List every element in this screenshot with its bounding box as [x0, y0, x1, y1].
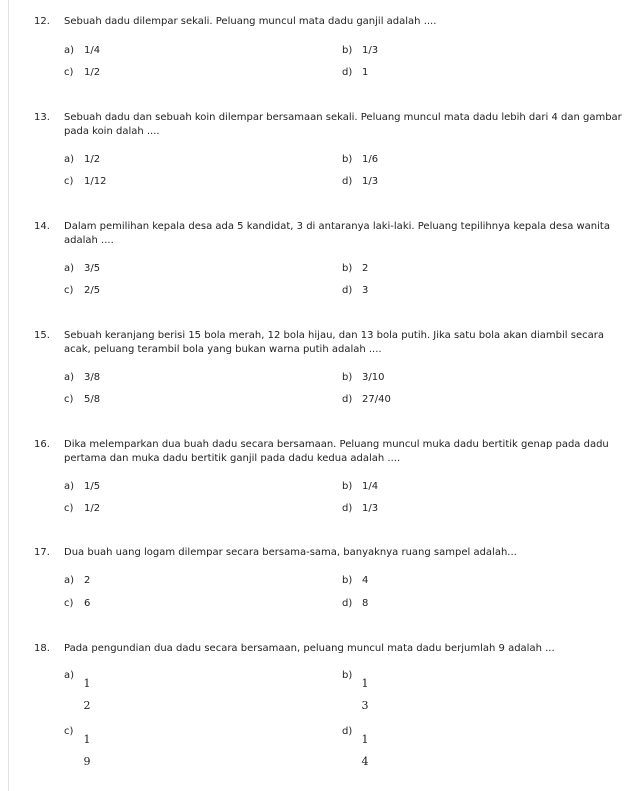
option-d[interactable]: [342, 597, 368, 611]
option-letter: b): [342, 154, 353, 165]
option-value: 1: [362, 67, 369, 78]
option-letter: a): [64, 45, 75, 56]
option-value: 3/8: [84, 372, 101, 383]
option-b[interactable]: [342, 574, 368, 588]
option-value: 1/5: [84, 481, 101, 492]
option-value: 2: [362, 263, 369, 274]
question-number: 12.: [34, 16, 50, 27]
fraction-denominator: 9: [83, 755, 91, 768]
option-value: 1/3: [362, 176, 379, 187]
option-letter: d): [342, 598, 353, 609]
question-text: Dalam pemilihan kepala desa ada 5 kandidat, 3 di antaranya laki-laki. Peluang tepilihnya kepala desa wanita adalah ....: [64, 221, 610, 246]
option-d[interactable]: [342, 284, 368, 298]
option-c[interactable]: [64, 502, 100, 516]
question-text: Sebuah dadu dilempar sekali. Peluang muncul mata dadu ganjil adalah ....: [64, 16, 437, 27]
option-value: 6: [84, 598, 91, 609]
option-value: 1/2: [84, 154, 101, 165]
option-value: 5/8: [84, 394, 101, 405]
option-d[interactable]: [342, 175, 378, 189]
option-value: 1/6: [362, 154, 379, 165]
option-letter: a): [64, 263, 75, 274]
option-letter: c): [64, 726, 74, 737]
question-number: 16.: [34, 439, 50, 450]
question-number: 18.: [34, 643, 50, 654]
option-a[interactable]: [64, 574, 90, 588]
option-letter: d): [342, 67, 353, 78]
option-letter: b): [342, 670, 353, 681]
option-a[interactable]: [64, 480, 100, 494]
option-c[interactable]: [64, 175, 106, 189]
option-a[interactable]: [64, 262, 100, 276]
option-value: 1/4: [84, 45, 101, 56]
option-letter: d): [342, 726, 353, 737]
option-letter: c): [64, 176, 74, 187]
option-c[interactable]: [64, 393, 100, 407]
option-d[interactable]: [342, 66, 368, 80]
option-value: 8: [362, 598, 369, 609]
option-value: 2/5: [84, 285, 101, 296]
left-margin-rule: [8, 0, 9, 791]
fraction: [360, 733, 370, 769]
option-b[interactable]: [342, 44, 378, 58]
option-value: 3/5: [84, 263, 101, 274]
fraction-denominator: 3: [361, 699, 369, 712]
fraction-numerator: 1: [83, 677, 91, 690]
option-value: 2: [84, 575, 91, 586]
question-text: Pada pengundian dua dadu secara bersamaan, peluang muncul mata dadu berjumlah 9 adalah ...: [64, 643, 555, 654]
fraction-numerator: 1: [83, 733, 91, 746]
option-letter: a): [64, 154, 75, 165]
option-letter: c): [64, 503, 74, 514]
option-value: 1/2: [84, 67, 101, 78]
option-b[interactable]: [342, 371, 384, 385]
option-letter: d): [342, 394, 353, 405]
option-value: 1/4: [362, 481, 379, 492]
option-value: 3/10: [362, 372, 385, 383]
option-letter: c): [64, 285, 74, 296]
question-number: 17.: [34, 547, 50, 558]
option-b[interactable]: [342, 153, 378, 167]
fraction-denominator: 2: [83, 699, 91, 712]
option-letter: d): [342, 176, 353, 187]
option-d[interactable]: [342, 393, 391, 407]
option-letter: a): [64, 575, 75, 586]
option-letter: a): [64, 372, 75, 383]
option-value: 4: [362, 575, 369, 586]
option-letter: c): [64, 598, 74, 609]
option-letter: b): [342, 372, 353, 383]
fraction: [82, 677, 92, 713]
option-b[interactable]: [342, 480, 378, 494]
option-letter: d): [342, 285, 353, 296]
option-letter: a): [64, 670, 75, 681]
option-letter: b): [342, 263, 353, 274]
option-a[interactable]: [64, 153, 100, 167]
option-c[interactable]: [64, 597, 90, 611]
option-letter: b): [342, 575, 353, 586]
question-text: Sebuah keranjang berisi 15 bola merah, 12 bola hijau, dan 13 bola putih. Jika satu bola akan diambil secara acak, peluang terambil bola yang bukan warna putih adalah ....: [64, 330, 604, 355]
fraction: [82, 733, 92, 769]
option-value: 1/12: [84, 176, 107, 187]
question-text: Sebuah dadu dan sebuah koin dilempar bersamaan sekali. Peluang muncul mata dadu lebih dari 4 dan gambar pada koin dalah ....: [64, 112, 622, 137]
question-text: Dika melemparkan dua buah dadu secara bersamaan. Peluang muncul muka dadu bertitik genap pada dadu pertama dan muka dadu bertitik ganjil pada dadu kedua adalah ....: [64, 439, 609, 464]
question-text: Dua buah uang logam dilempar secara bersama-sama, banyaknya ruang sampel adalah...: [64, 547, 517, 558]
option-letter: c): [64, 67, 74, 78]
fraction: [360, 677, 370, 713]
option-letter: b): [342, 45, 353, 56]
option-a[interactable]: [64, 371, 100, 385]
option-value: 27/40: [362, 394, 391, 405]
question-number: 13.: [34, 112, 50, 123]
option-value: 3: [362, 285, 369, 296]
option-letter: d): [342, 503, 353, 514]
option-a[interactable]: [64, 44, 100, 58]
option-value: 1/3: [362, 45, 379, 56]
option-c[interactable]: [64, 284, 100, 298]
option-letter: c): [64, 394, 74, 405]
question-number: 15.: [34, 330, 50, 341]
option-b[interactable]: [342, 262, 368, 276]
fraction-numerator: 1: [361, 733, 369, 746]
fraction-numerator: 1: [361, 677, 369, 690]
option-letter: a): [64, 481, 75, 492]
question-number: 14.: [34, 221, 50, 232]
option-value: 1/2: [84, 503, 101, 514]
option-value: 1/3: [362, 503, 379, 514]
option-c[interactable]: [64, 66, 100, 80]
fraction-denominator: 4: [361, 755, 369, 768]
option-d[interactable]: [342, 502, 378, 516]
option-letter: b): [342, 481, 353, 492]
